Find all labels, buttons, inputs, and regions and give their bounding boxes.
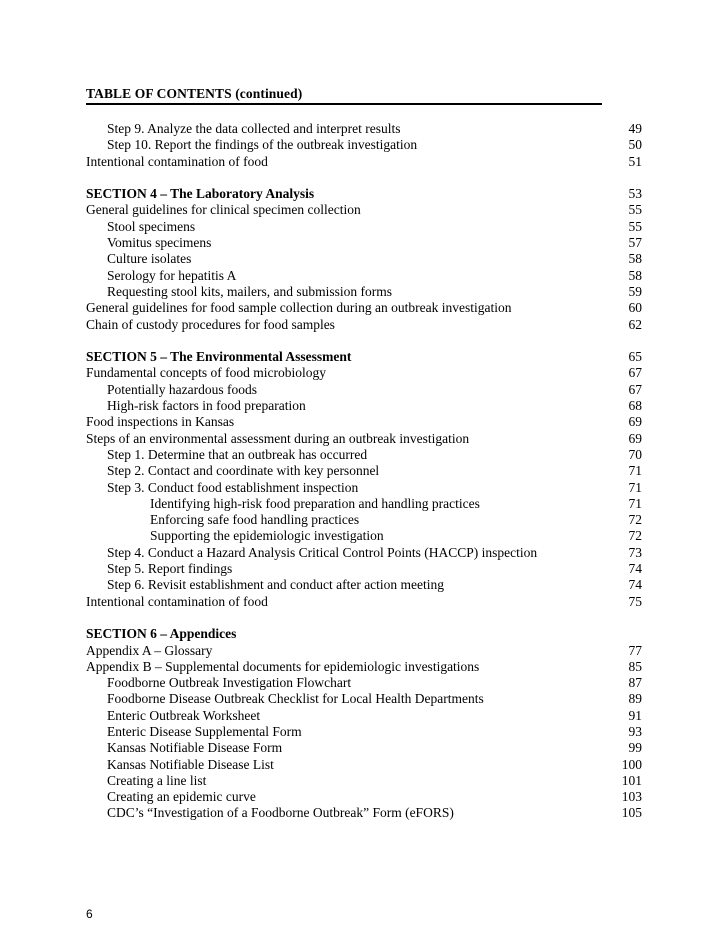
toc-entry-page: 58 — [628, 267, 642, 283]
toc-entry-title: Potentially hazardous foods — [107, 381, 257, 397]
toc-entry-page: 60 — [628, 300, 642, 316]
toc-entry — [86, 724, 642, 740]
toc-entry — [86, 463, 642, 479]
toc-entry-page: 99 — [628, 740, 642, 756]
toc-entry-page: 67 — [628, 381, 642, 397]
toc-entry-page: 55 — [628, 218, 642, 234]
toc-entry — [86, 154, 642, 170]
toc-entry-page: 89 — [628, 691, 642, 707]
toc-entry-page: 72 — [628, 528, 642, 544]
toc-entry — [86, 202, 642, 218]
toc-entry-title: Steps of an environmental assessment during an outbreak investigation — [86, 430, 470, 446]
toc-entry-title: Step 6. Revisit establishment and conduct after action meeting — [107, 577, 445, 593]
toc-entry-page: 75 — [628, 593, 642, 609]
toc-section-heading — [86, 626, 642, 642]
toc-entry — [86, 561, 642, 577]
toc-entry-page: 67 — [628, 365, 642, 381]
toc-entry-page: 74 — [628, 577, 642, 593]
toc-entry-title: Enteric Disease Supplemental Form — [107, 723, 302, 739]
toc-entry-page: 71 — [628, 463, 642, 479]
toc-entry-title: Serology for hepatitis A — [107, 267, 237, 283]
toc-entry — [86, 137, 642, 153]
toc-entry-page: 70 — [628, 446, 642, 462]
toc-entry-title: Step 4. Conduct a Hazard Analysis Critical Control Points (HACCP) inspection — [107, 544, 538, 560]
toc-entry — [86, 219, 642, 235]
toc-entry-title: Step 2. Contact and coordinate with key personnel — [107, 463, 380, 479]
toc-entry-page: 100 — [621, 756, 642, 772]
toc-entry — [86, 789, 642, 805]
toc-entry-title: Creating a line list — [107, 772, 207, 788]
toc-entry-title: Appendix B – Supplemental documents for epidemiologic investigations — [86, 658, 480, 674]
toc-entry-title: Step 9. Analyze the data collected and interpret results — [107, 121, 401, 136]
toc-entry-page: 57 — [628, 235, 642, 251]
toc-entry-page: 74 — [628, 561, 642, 577]
toc-entry-title: Step 3. Conduct food establishment inspection — [107, 479, 359, 495]
toc-entry-title: Kansas Notifiable Disease Form — [107, 740, 283, 756]
toc-entry — [86, 251, 642, 267]
toc-entry — [86, 708, 642, 724]
toc-entry — [86, 675, 642, 691]
toc-list — [86, 121, 642, 822]
toc-entry-title: SECTION 4 – The Laboratory Analysis — [86, 186, 315, 202]
toc-entry — [86, 268, 642, 284]
toc-entry-title: Food inspections in Kansas — [86, 414, 235, 430]
toc-entry-page: 53 — [628, 186, 642, 202]
toc-entry — [86, 121, 642, 137]
toc-entry-page: 72 — [628, 512, 642, 528]
toc-entry-title: Creating an epidemic curve — [107, 789, 256, 805]
toc-entry-page: 73 — [628, 544, 642, 560]
toc-entry-title: Step 1. Determine that an outbreak has occurred — [107, 446, 368, 462]
toc-entry-title: CDC’s “Investigation of a Foodborne Outbreak” Form (eFORS) — [107, 805, 454, 821]
toc-entry-title: Stool specimens — [107, 218, 196, 234]
toc-entry-title: SECTION 5 – The Environmental Assessment — [86, 349, 352, 365]
toc-entry-page: 93 — [628, 723, 642, 739]
toc-entry — [86, 512, 642, 528]
toc-entry-title: Requesting stool kits, mailers, and submission forms — [107, 283, 392, 299]
toc-entry — [86, 496, 642, 512]
toc-entry — [86, 659, 642, 675]
toc-entry-page: 69 — [628, 414, 642, 430]
toc-entry-page: 65 — [628, 349, 642, 365]
toc-entry — [86, 594, 642, 610]
toc-entry — [86, 545, 642, 561]
toc-entry-page: 50 — [628, 137, 642, 153]
toc-section-heading — [86, 186, 642, 202]
toc-entry-title: General guidelines for food sample collection during an outbreak investigation — [86, 300, 512, 316]
toc-entry-title: Intentional contamination of food — [86, 153, 268, 169]
toc-entry — [86, 691, 642, 707]
toc-entry-title: Supporting the epidemiologic investigation — [150, 528, 384, 544]
toc-entry-title: Enforcing safe food handling practices — [150, 512, 360, 528]
toc-entry — [86, 447, 642, 463]
toc-entry — [86, 414, 642, 430]
toc-entry-page: 55 — [628, 202, 642, 218]
toc-entry — [86, 757, 642, 773]
toc-entry — [86, 398, 642, 414]
toc-entry-title: Step 5. Report findings — [107, 561, 233, 577]
heading-rule — [86, 103, 602, 105]
toc-entry-page: 71 — [628, 479, 642, 495]
toc-entry-title: High-risk factors in food preparation — [107, 398, 306, 414]
toc-section-heading — [86, 349, 642, 365]
toc-entry — [86, 773, 642, 789]
toc-entry — [86, 317, 642, 333]
toc-entry-page: 85 — [628, 658, 642, 674]
toc-entry-page: 51 — [628, 153, 642, 169]
toc-entry-page: 101 — [621, 772, 642, 788]
toc-entry — [86, 740, 642, 756]
toc-entry-page: 62 — [628, 316, 642, 332]
toc-entry — [86, 577, 642, 593]
toc-entry — [86, 480, 642, 496]
toc-entry — [86, 528, 642, 544]
toc-entry-page: 59 — [628, 283, 642, 299]
toc-entry — [86, 235, 642, 251]
toc-entry-title: Appendix A – Glossary — [86, 642, 213, 658]
toc-entry-title: General guidelines for clinical specimen collection — [86, 202, 361, 218]
toc-entry-title: Intentional contamination of food — [86, 593, 268, 609]
toc-entry-title: Culture isolates — [107, 251, 192, 267]
toc-entry-page: 69 — [628, 430, 642, 446]
toc-entry-page: 77 — [628, 642, 642, 658]
toc-entry — [86, 284, 642, 300]
toc-entry-title: Foodborne Disease Outbreak Checklist for Local Health Departments — [107, 691, 484, 707]
toc-entry-title: Fundamental concepts of food microbiology — [86, 365, 326, 381]
toc-entry-title: SECTION 6 – Appendices — [86, 626, 237, 642]
toc-entry-title: Vomitus specimens — [107, 235, 212, 251]
toc-entry-page: 49 — [628, 121, 642, 136]
toc-entry — [86, 431, 642, 447]
toc-entry — [86, 365, 642, 381]
toc-entry-page: 105 — [621, 805, 642, 821]
toc-entry — [86, 300, 642, 316]
toc-entry — [86, 382, 642, 398]
toc-entry-page: 68 — [628, 398, 642, 414]
toc-entry — [86, 805, 642, 821]
toc-entry — [86, 643, 642, 659]
toc-entry-title: Enteric Outbreak Worksheet — [107, 707, 261, 723]
toc-entry-title: Identifying high-risk food preparation and handling practices — [150, 495, 480, 511]
toc-entry-page: 91 — [628, 707, 642, 723]
toc-entry-page: 103 — [621, 789, 642, 805]
toc-entry-title: Chain of custody procedures for food samples — [86, 316, 335, 332]
toc-entry-page: 71 — [628, 495, 642, 511]
toc-heading: TABLE OF CONTENTS (continued) — [86, 86, 303, 101]
toc-entry-page: 58 — [628, 251, 642, 267]
toc-entry-title: Kansas Notifiable Disease List — [107, 756, 274, 772]
toc-entry-title: Foodborne Outbreak Investigation Flowchart — [107, 675, 352, 691]
page-number: 6 — [86, 907, 93, 921]
toc-entry-page: 87 — [628, 675, 642, 691]
toc-entry-title: Step 10. Report the findings of the outbreak investigation — [107, 137, 418, 153]
